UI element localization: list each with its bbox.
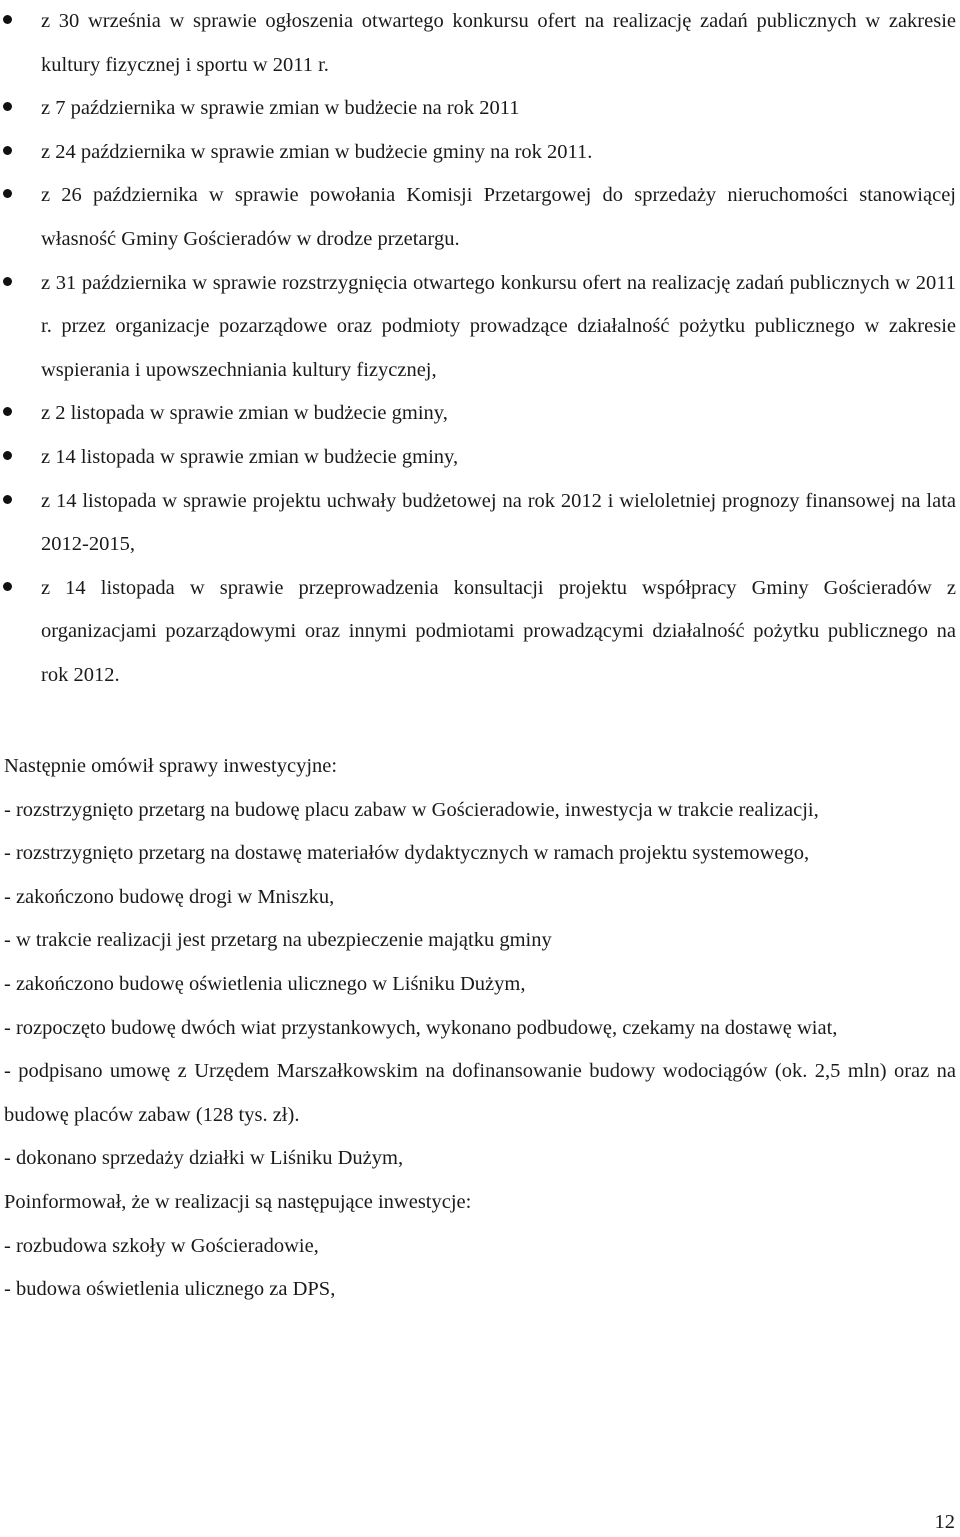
list-item-text: z 2 listopada w sprawie zmian w budżecie gminy,	[41, 402, 448, 425]
list-item	[0, 480, 960, 567]
paragraph: Poinformował, że w realizacji są następujące inwestycje:	[4, 1190, 472, 1213]
list-item	[0, 174, 960, 261]
list-item-text: z 14 listopada w sprawie projektu uchwały budżetowej na rok 2012 i wieloletniej prognozy finansowej na lata 2012-2015,	[41, 489, 956, 556]
list-item-text: z 31 października w sprawie rozstrzygnięcia otwartego konkursu ofert na realizację zadań publicznych w 2011 r. przez organizacje pozarządowe oraz podmioty prowadzące działalność pożytku publicznego w zakresie wspierania i upowszechniania kultury fizycznej,	[41, 271, 956, 381]
paragraph: - zakończono budowę drogi w Mniszku,	[4, 885, 335, 908]
list-item	[0, 131, 960, 175]
list-item	[0, 262, 960, 393]
list-item-text: z 24 października w sprawie zmian w budżecie gminy na rok 2011.	[41, 140, 593, 163]
bullet-icon	[3, 189, 12, 198]
list-item-text: z 7 października w sprawie zmian w budżecie na rok 2011	[41, 97, 520, 120]
paragraph: - rozstrzygnięto przetarg na dostawę materiałów dydaktycznych w ramach projektu systemowego,	[4, 842, 810, 865]
paragraph: - rozpoczęto budowę dwóch wiat przystankowych, wykonano podbudowę, czekamy na dostawę wiat,	[4, 1016, 838, 1039]
bullet-icon	[3, 451, 12, 460]
paragraph: - zakończono budowę oświetlenia ulicznego w Liśniku Dużym,	[4, 972, 526, 995]
investments-section	[0, 745, 960, 1312]
paragraph: - budowa oświetlenia ulicznego za DPS,	[4, 1278, 336, 1301]
list-item-text: z 14 listopada w sprawie przeprowadzenia konsultacji projektu współpracy Gminy Gościeradów z organizacjami pozarządowymi oraz innymi podmiotami prowadzącymi działalność pożytku publicznego na rok 2012.	[41, 576, 956, 686]
list-item	[0, 567, 960, 698]
bullet-icon	[3, 582, 12, 591]
list-item-text: z 30 września w sprawie ogłoszenia otwartego konkursu ofert na realizację zadań publicznych w zakresie kultury fizycznej i sportu w 2011 r.	[41, 10, 956, 76]
list-item	[0, 87, 960, 131]
list-item-text: z 14 listopada w sprawie zmian w budżecie gminy,	[41, 445, 459, 468]
paragraph: - podpisano umowę z Urzędem Marszałkowskim na dofinansowanie budowy wodociągów (ok. 2,5 mln) oraz na budowę placów zabaw (128 tys. zł).	[4, 1060, 956, 1126]
list-item	[0, 0, 960, 87]
page-number: 12	[934, 1511, 955, 1533]
bullet-icon	[3, 277, 12, 286]
resolutions-list	[0, 0, 960, 698]
list-item-text: z 26 października w sprawie powołania Komisji Przetargowej do sprzedaży nieruchomości stanowiącej własność Gminy Gościeradów w drodze przetargu.	[41, 184, 956, 250]
list-item	[0, 392, 960, 436]
paragraph: - dokonano sprzedaży działki w Liśniku Dużym,	[4, 1147, 404, 1170]
list-item	[0, 436, 960, 480]
paragraph: - rozbudowa szkoły w Gościeradowie,	[4, 1234, 319, 1257]
bullet-icon	[3, 146, 12, 155]
paragraph: - w trakcie realizacji jest przetarg na ubezpieczenie majątku gminy	[4, 929, 552, 952]
paragraph: Następnie omówił sprawy inwestycyjne:	[4, 755, 338, 777]
bullet-icon	[3, 407, 12, 416]
bullet-icon	[3, 15, 12, 24]
bullet-icon	[3, 495, 12, 504]
paragraph: - rozstrzygnięto przetarg na budowę placu zabaw w Gościeradowie, inwestycja w trakcie realizacji,	[4, 798, 819, 821]
bullet-icon	[3, 102, 12, 111]
